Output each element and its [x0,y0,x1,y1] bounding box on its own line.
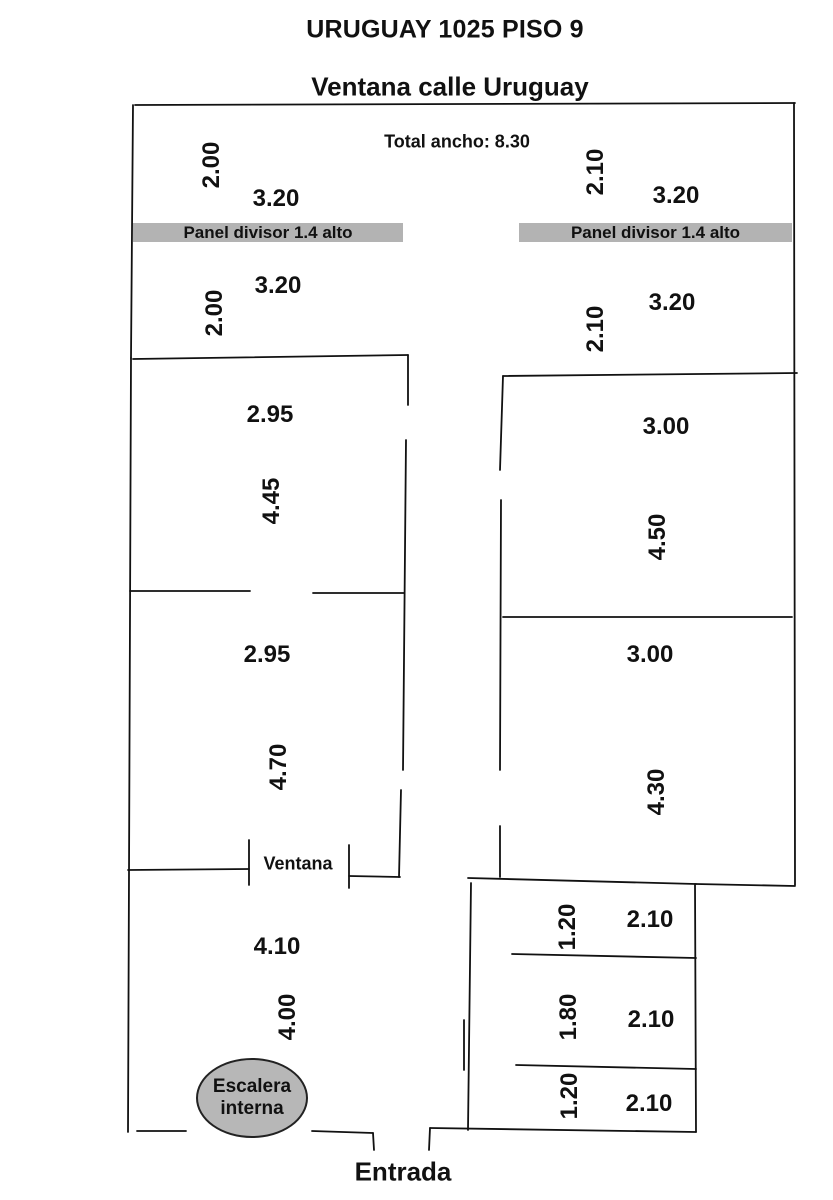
left-room-2-width: 2.95 [243,641,291,668]
left-room-1-width: 2.95 [246,401,294,428]
right-room-1-width: 3.00 [642,413,690,440]
front-left-upper-width: 3.20 [252,185,300,212]
left-room-2-depth: 4.70 [265,743,292,791]
small-room-2-width: 2.10 [627,1006,675,1033]
entrance-label: Entrada [354,1156,452,1187]
front-right-lower-depth: 2.10 [582,305,609,353]
internal-stair [196,1058,308,1138]
divider-panel-left-label: Panel divisor 1.4 alto [183,223,353,242]
small-room-3-depth: 1.20 [556,1072,583,1120]
front-left-lower-depth: 2.00 [201,289,228,337]
front-left-lower-width: 3.20 [254,272,302,299]
stair-label-line2: interna [220,1098,284,1119]
divider-panel-left [133,223,403,242]
window-street-label: Ventana calle Uruguay [311,71,589,102]
window-label: Ventana [263,853,333,874]
front-right-lower-width: 3.20 [648,289,696,316]
divider-panel-right [519,223,792,242]
right-room-2-depth: 4.30 [643,768,670,816]
total-width-label: Total ancho: 8.30 [384,131,530,152]
small-room-1-depth: 1.20 [554,903,581,951]
front-left-upper-depth: 2.00 [198,141,225,189]
stair-label-line1: Escalera [212,1076,292,1097]
left-room-1-depth: 4.45 [258,477,285,525]
small-room-2-depth: 1.80 [555,993,582,1041]
entry-room-depth: 4.00 [274,993,301,1041]
right-room-1-depth: 4.50 [644,513,671,561]
small-room-3-width: 2.10 [625,1090,673,1117]
entry-room-width: 4.10 [253,933,301,960]
divider-panel-right-label: Panel divisor 1.4 alto [570,223,741,242]
right-room-2-width: 3.00 [626,641,674,668]
front-right-upper-depth: 2.10 [582,148,609,196]
small-room-1-width: 2.10 [626,906,674,933]
front-right-upper-width: 3.20 [652,182,700,209]
page-title: URUGUAY 1025 PISO 9 [306,15,584,44]
